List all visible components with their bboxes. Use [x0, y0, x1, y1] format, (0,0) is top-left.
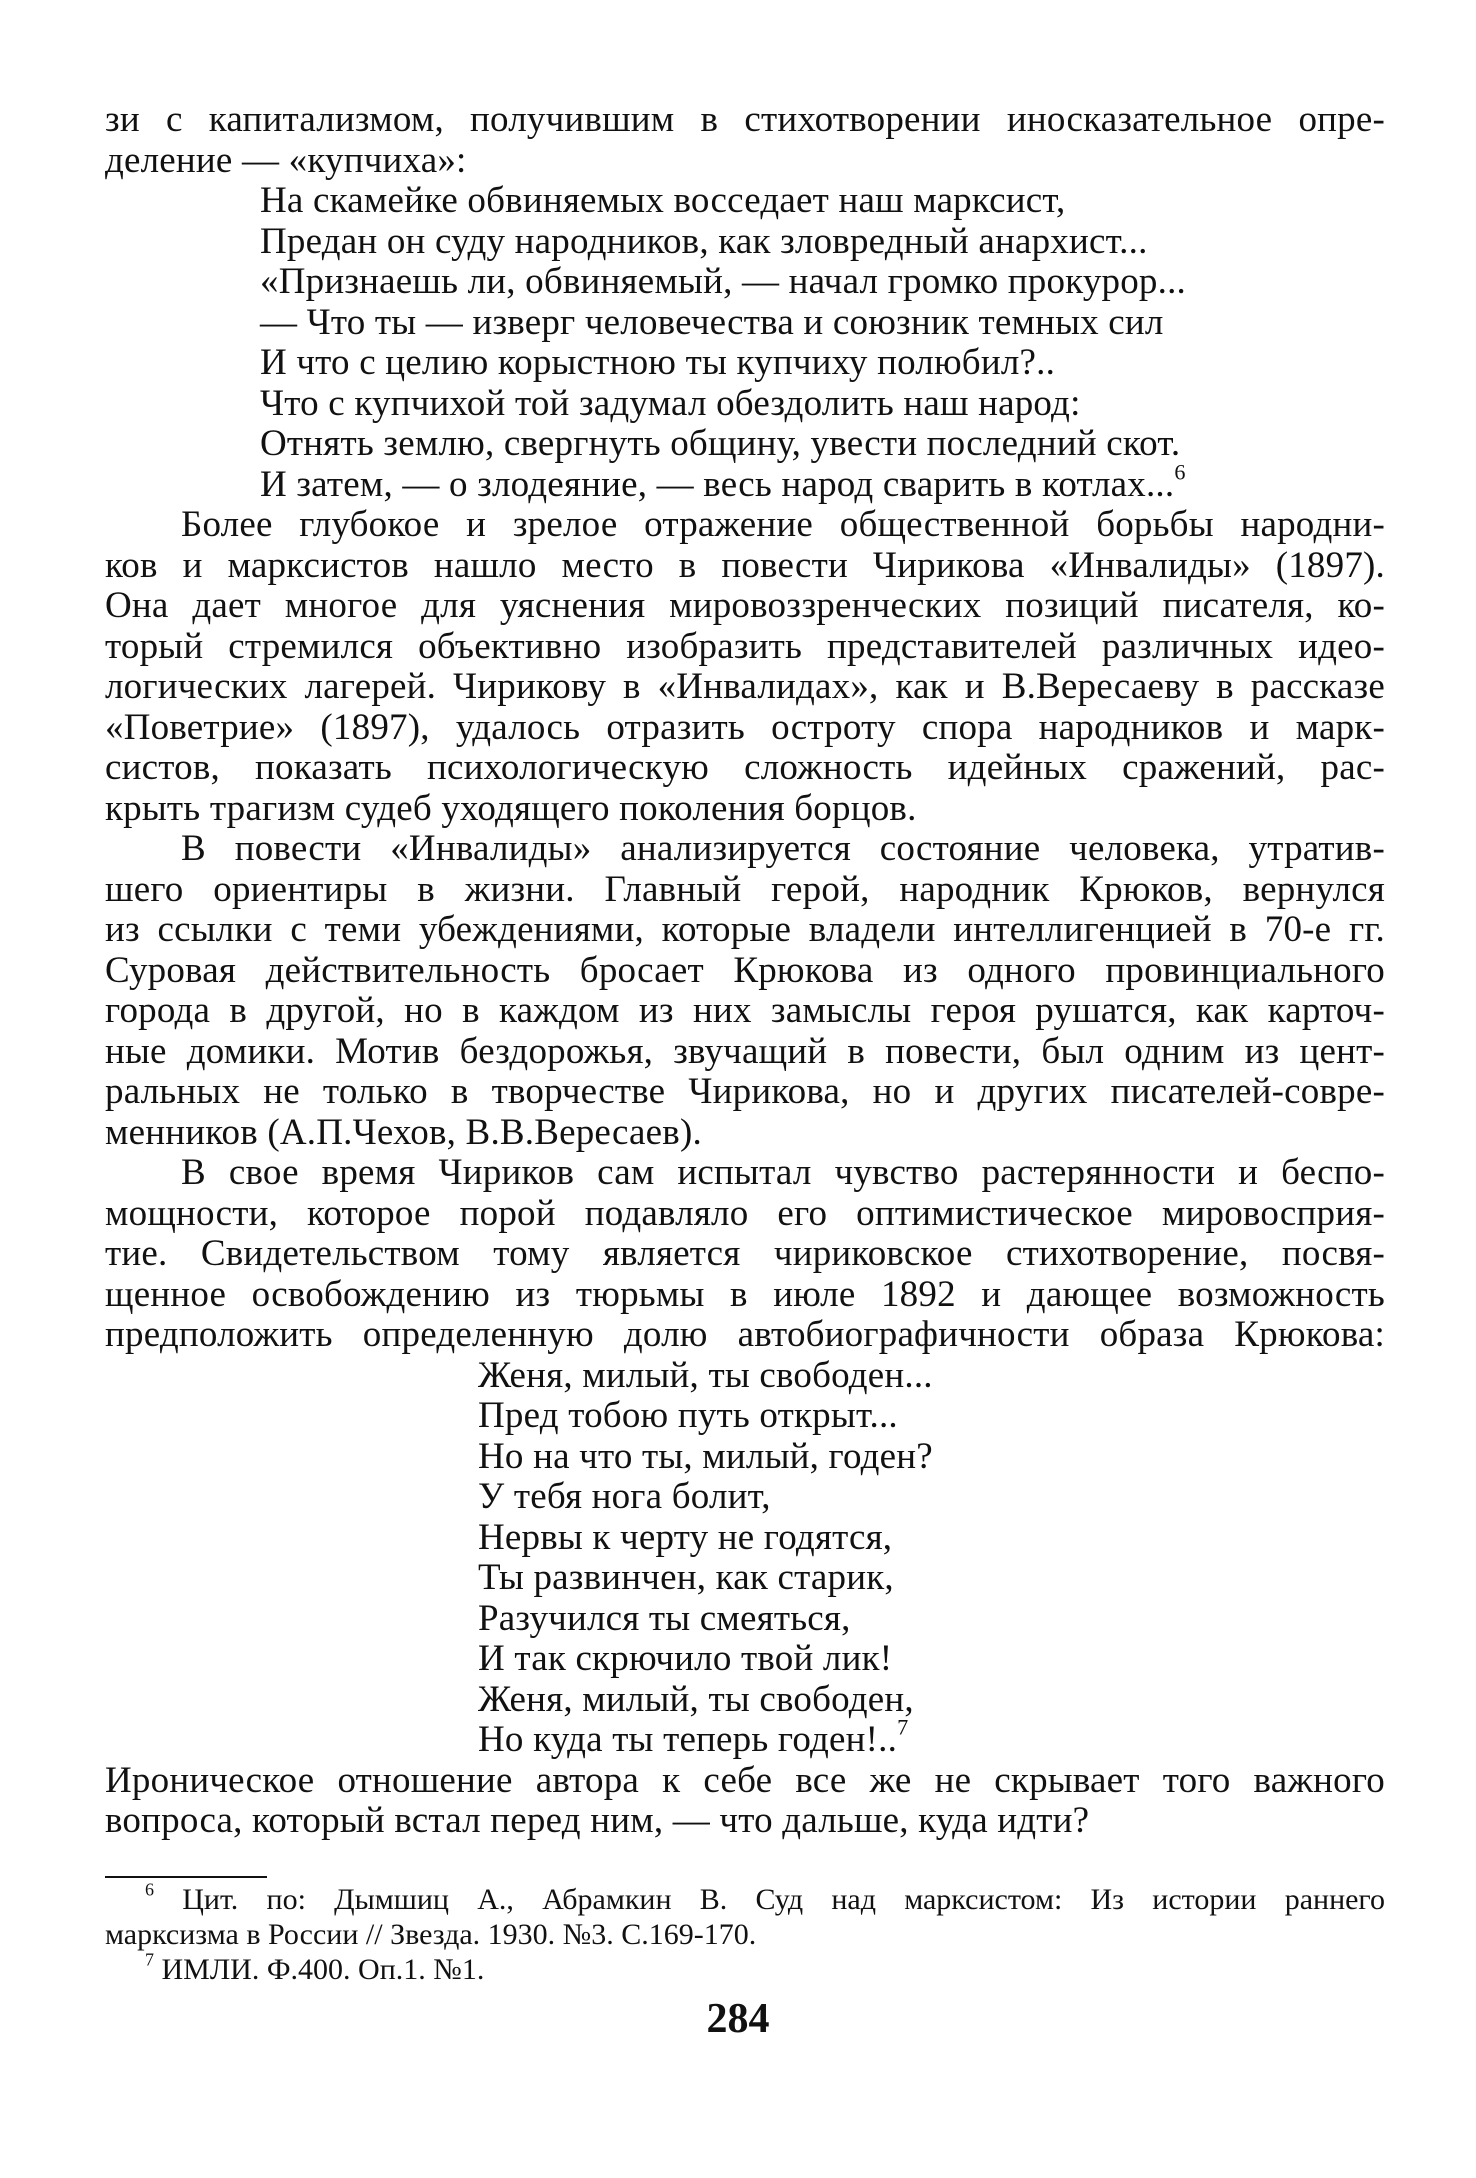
- poem-line: Женя, милый, ты свободен...: [478, 1354, 933, 1396]
- text-line: Она дает многое для уяснения мировоззренческих позиций писателя, ко-: [105, 585, 1385, 626]
- paragraph-chirikov: [105, 1153, 1385, 1356]
- paragraph-invalids: [105, 505, 1385, 829]
- poem-line: Пред тобою путь открыт...: [478, 1395, 898, 1436]
- poem-line: И так скрючило твой лик!: [478, 1638, 893, 1679]
- poem-zhenya: [105, 1356, 1385, 1761]
- paragraph-ironic: [105, 1761, 1385, 1842]
- text-line: ков и марксистов нашло место в повести Чирикова «Инвалиды» (1897).: [105, 544, 1385, 586]
- footnote-6-line: марксизма в России // Звезда. 1930. №3. С.169-170.: [105, 1917, 757, 1951]
- text-line: крыть трагизм судеб уходящего поколения борцов.: [105, 787, 917, 829]
- poem-line-text: Но куда ты теперь годен!..: [478, 1719, 898, 1760]
- poem-line: Нервы к черту не годятся,: [478, 1516, 893, 1558]
- text-line: логических лагерей. Чирикову в «Инвалидах», как и В.Вересаеву в рассказе: [105, 666, 1385, 707]
- footnote-text: ИМЛИ. Ф.400. Оп.1. №1.: [161, 1952, 485, 1986]
- text-line: деление — «купчиха»:: [105, 139, 467, 181]
- text-line: вопроса, который встал перед ним, — что дальше, куда идти?: [105, 1800, 1090, 1841]
- text-line: мощности, которое порой подавляло его оптимистическое мировосприя-: [105, 1192, 1385, 1234]
- poem-line: Но на что ты, милый, годен?: [478, 1435, 933, 1477]
- poem-line: — Что ты — изверг человечества и союзник темных сил: [260, 301, 1164, 343]
- text-line: Ироническое отношение автора к себе все же не скрывает того важного: [105, 1759, 1385, 1801]
- page-number: 284: [706, 1996, 770, 2042]
- poem-line: Женя, милый, ты свободен,: [478, 1678, 914, 1720]
- text-line: щенное освобождению из тюрьмы в июле 1892 и дающее возможность: [105, 1273, 1385, 1315]
- footnote-ref-7: 7: [897, 1714, 909, 1740]
- text-line: торый стремился объективно изобразить представителей различных идео-: [105, 625, 1385, 667]
- text-line: В повести «Инвалиды» анализируется состояние человека, утратив-: [181, 828, 1385, 869]
- poem-line: «Признаешь ли, обвиняемый, — начал громко прокурор...: [260, 261, 1186, 302]
- poem-line: [478, 1714, 1385, 1761]
- poem-line: На скамейке обвиняемых восседает наш марксист,: [260, 180, 1066, 221]
- poem-line: Разучился ты смеяться,: [478, 1597, 851, 1639]
- poem-line-text: И затем, — о злодеяние, — весь народ сварить в котлах...: [260, 463, 1175, 505]
- text-line: предположить определенную долю автобиографичности образа Крюкова:: [105, 1314, 1385, 1355]
- poem-line: Ты развинчен, как старик,: [478, 1557, 894, 1598]
- book-page: [105, 100, 1385, 1987]
- text-line: ральных не только в творчестве Чирикова, но и других писателей-совре-: [105, 1071, 1385, 1112]
- text-line: менников (А.П.Чехов, В.В.Вересаев).: [105, 1111, 702, 1153]
- poem-line: И что с целию корыстною ты купчиху полюбил?..: [260, 342, 1056, 383]
- poem-marxist-trial: [105, 181, 1385, 505]
- footnote-text: Цит. по: Дымшиц А., Абрамкин В. Суд над марксистом: Из истории раннего: [182, 1882, 1385, 1916]
- text-line: Суровая действительность бросает Крюкова из одного провинциального: [105, 949, 1385, 991]
- text-line: тие. Свидетельством тому является чириковское стихотворение, посвя-: [105, 1233, 1385, 1274]
- text-line: ные домики. Мотив бездорожья, звучащий в повести, был одним из цент-: [105, 1030, 1385, 1072]
- footnote-6-line: [105, 1879, 1385, 1917]
- poem-line: [260, 458, 1385, 506]
- footnote-divider: [105, 1876, 267, 1878]
- footnote-mark-7: 7: [145, 1949, 154, 1969]
- text-line: зи с капитализмом, получившим в стихотворении иносказательное опре-: [105, 99, 1385, 140]
- intro-paragraph: [105, 100, 1385, 181]
- text-line: из ссылки с теми убеждениями, которые владели интеллигенцией в 70-е гг.: [105, 909, 1385, 950]
- text-line: города в другой, но в каждом из них замыслы героя рушатся, как карточ-: [105, 990, 1385, 1031]
- text-line: систов, показать психологическую сложность идейных сражений, рас-: [105, 747, 1385, 788]
- text-line: «Поветрие» (1897), удалось отразить остроту спора народников и марк-: [105, 706, 1385, 748]
- text-line: шего ориентиры в жизни. Главный герой, народник Крюков, вернулся: [105, 868, 1385, 910]
- footnote-ref-6: 6: [1174, 458, 1186, 484]
- poem-line: У тебя нога болит,: [478, 1476, 771, 1517]
- poem-line: Предан он суду народников, как зловредный анархист...: [260, 220, 1148, 262]
- paragraph-kryukov: [105, 829, 1385, 1153]
- footnotes: [105, 1879, 1385, 1987]
- text-line: Более глубокое и зрелое отражение общественной борьбы народни-: [181, 504, 1385, 545]
- poem-line: Что с купчихой той задумал обездолить наш народ:: [260, 382, 1081, 424]
- footnote-mark-6: 6: [145, 1879, 154, 1899]
- footnote-7-line: [105, 1949, 1385, 1987]
- text-line: В свое время Чириков сам испытал чувство растерянности и беспо-: [181, 1152, 1385, 1193]
- poem-line: Отнять землю, свергнуть общину, увести последний скот.: [260, 423, 1181, 464]
